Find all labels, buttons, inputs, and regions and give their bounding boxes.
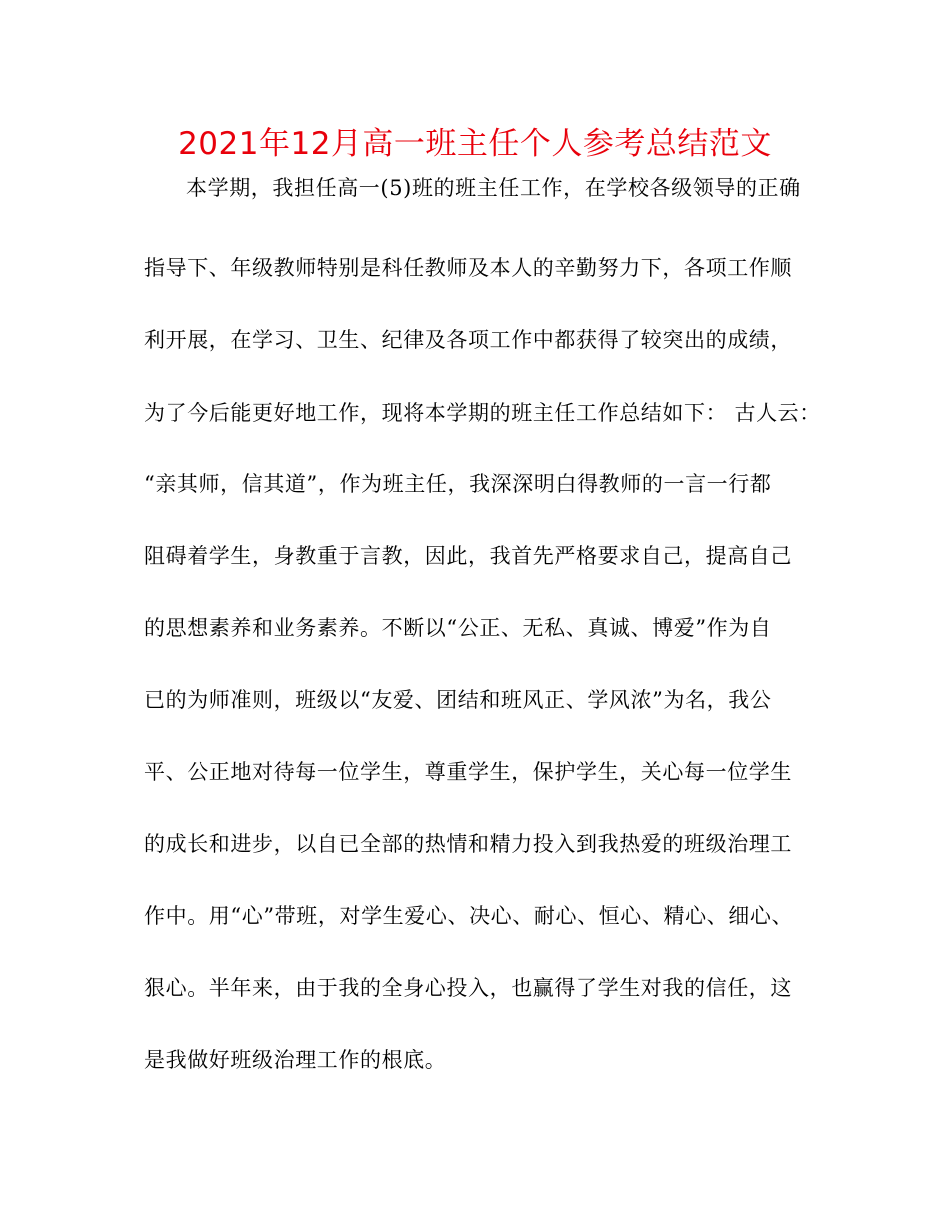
body-line-8: 已的为师准则，班级以“友爱、团结和班风正、学风浓”为名，我公 [144,688,772,712]
body-line-4: 为了今后能更好地工作，现将本学期的班主任工作总结如下： 古人云： [144,401,821,425]
body-line-13: 是我做好班级治理工作的根底。 [144,1048,447,1072]
body-line-6: 阻碍着学生，身教重于言教，因此，我首先严格要求自己，提高自己 [144,544,792,568]
body-line-3: 利开展，在学习、卫生、纪律及各项工作中都获得了较突出的成绩， [144,328,792,352]
body-line-1: 本学期，我担任高一(5)班的班主任工作，在学校各级领导的正确 [186,176,801,200]
document-title: 2021年12月高一班主任个人参考总结范文 [178,126,772,162]
body-line-11: 作中。用“心”带班，对学生爱心、决心、耐心、恒心、精心、细心、 [144,904,794,928]
body-line-7: 的思想素养和业务素养。不断以“公正、无私、真诚、博爱”作为自 [144,616,772,640]
body-line-2: 指导下、年级教师特别是科任教师及本人的辛勤努力下，各项工作顺 [144,256,792,280]
body-line-5: “亲其师，信其道”，作为班主任，我深深明白得教师的一言一行都 [144,472,772,496]
body-line-12: 狠心。半年来，由于我的全身心投入，也赢得了学生对我的信任，这 [144,976,792,1000]
body-line-9: 平、公正地对待每一位学生，尊重学生，保护学生，关心每一位学生 [144,760,792,784]
body-line-10: 的成长和进步，以自已全部的热情和精力投入到我热爱的班级治理工 [144,832,792,856]
